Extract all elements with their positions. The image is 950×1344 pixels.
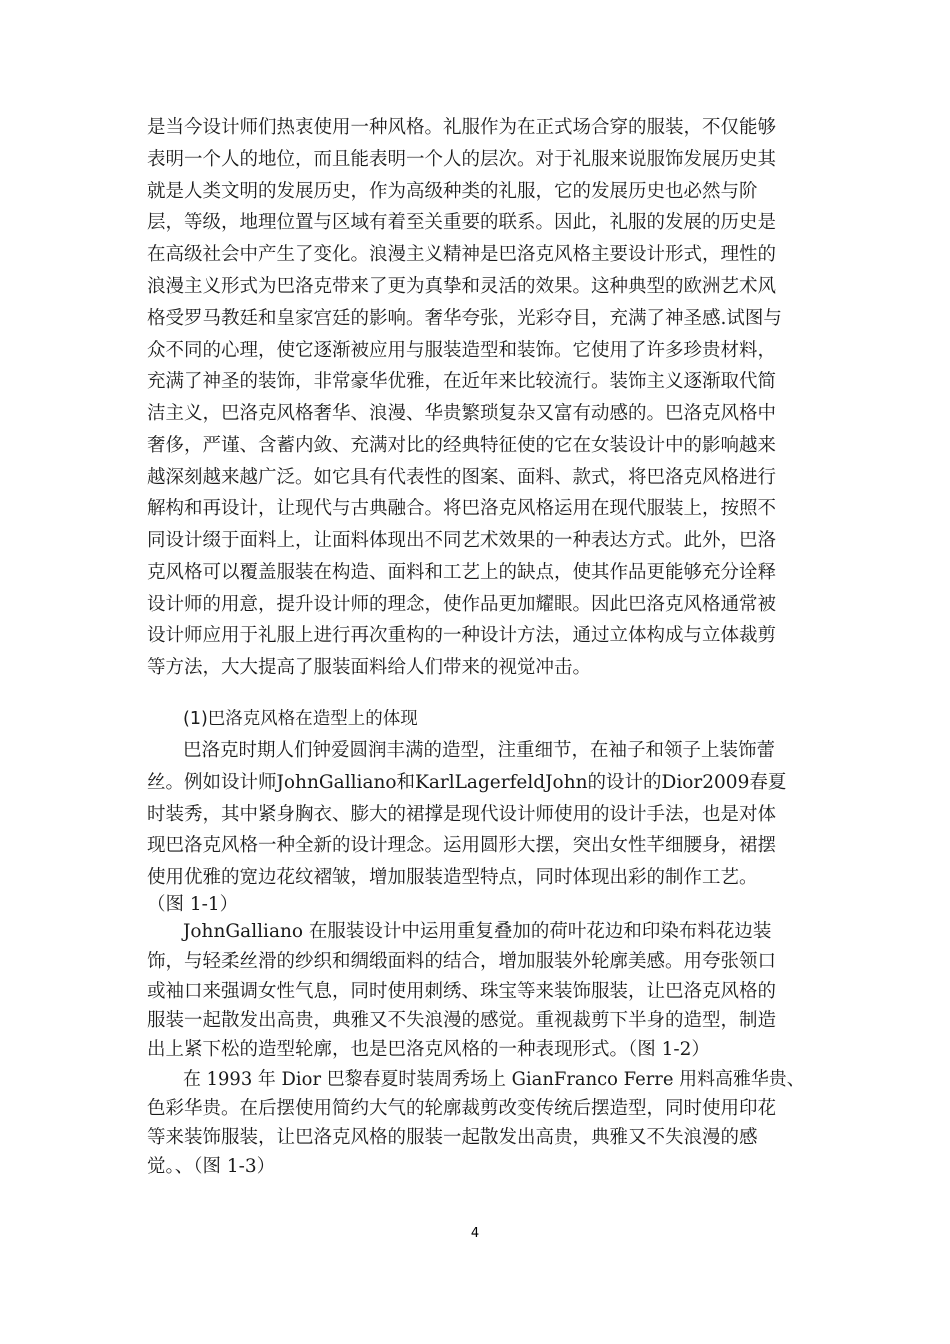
text-line: 浪漫主义形式为巴洛克带来了更为真挚和灵活的效果。这种典型的欧洲艺术风	[147, 276, 777, 297]
text-line: 使用优雅的宽边花纹褶皱，增加服装造型特点，同时体现出彩的制作工艺。	[147, 867, 758, 888]
text-line: 克风格可以覆盖服装在构造、面料和工艺上的缺点，使其作品更能够充分诠释	[147, 562, 777, 583]
text-line: 在 1993 年 Dior 巴黎春夏时装周秀场上 GianFranco Ferre 用料高雅华贵、	[183, 1069, 805, 1090]
text-line: 充满了神圣的装饰，非常豪华优雅，在近年来比较流行。装饰主义逐渐取代简	[147, 371, 777, 392]
figure-reference: （图 1-1）	[147, 894, 239, 915]
text-line: 就是人类文明的发展历史，作为高级种类的礼服，它的发展历史也必然与阶	[147, 181, 758, 202]
section-heading: (1)巴洛克风格在造型上的体现	[183, 709, 418, 729]
text-line: 觉。、（图 1-3）	[147, 1156, 276, 1177]
text-line: 服装一起散发出高贵，典雅又不失浪漫的感觉。重视裁剪下半身的造型，制造	[147, 1010, 777, 1031]
text-line: 格受罗马教廷和皇家宫廷的影响。奢华夸张，光彩夺目，充满了神圣感.试图与	[147, 308, 782, 329]
text-line: 在高级社会中产生了变化。浪漫主义精神是巴洛克风格主要设计形式，理性的	[147, 244, 777, 265]
text-line: 众不同的心理，使它逐渐被应用与服装造型和装饰。它使用了许多珍贵材料，	[147, 340, 777, 361]
text-line: 表明一个人的地位，而且能表明一个人的层次。对于礼服来说服饰发展历史其	[147, 149, 777, 170]
text-line: 丝。例如设计师JohnGalliano和KarlLagerfeldJohn的设计的Dior2009春夏	[147, 772, 787, 793]
text-line: 洁主义，巴洛克风格奢华、浪漫、华贵繁琐复杂又富有动感的。巴洛克风格中	[147, 403, 777, 424]
text-line: 设计师的用意，提升设计师的理念，使作品更加耀眼。因此巴洛克风格通常被	[147, 594, 777, 615]
text-line: 越深刻越来越广泛。如它具有代表性的图案、面料、款式，将巴洛克风格进行	[147, 467, 777, 488]
text-line: 解构和再设计，让现代与古典融合。将巴洛克风格运用在现代服装上，按照不	[147, 498, 777, 519]
text-line: 设计师应用于礼服上进行再次重构的一种设计方法，通过立体构成与立体裁剪	[147, 625, 777, 646]
text-line: 或袖口来强调女性气息，同时使用刺绣、珠宝等来装饰服装，让巴洛克风格的	[147, 981, 777, 1002]
text-line: 奢侈，严谨、含蓄内敛、充满对比的经典特征使的它在女装设计中的影响越来	[147, 435, 777, 456]
text-line: 色彩华贵。在后摆使用简约大气的轮廓裁剪改变传统后摆造型，同时使用印花	[147, 1098, 777, 1119]
text-line: 饰，与轻柔丝滑的纱织和绸缎面料的结合，增加服装外轮廓美感。用夸张领口	[147, 951, 777, 972]
text-line: 层，等级，地理位置与区域有着至关重要的联系。因此，礼服的发展的历史是	[147, 212, 777, 233]
text-line: 等方法，大大提高了服装面料给人们带来的视觉冲击。	[147, 657, 592, 678]
text-line: 同设计缀于面料上，让面料体现出不同艺术效果的一种表达方式。此外，巴洛	[147, 530, 777, 551]
text-line: 是当今设计师们热衷使用一种风格。礼服作为在正式场合穿的服装，不仅能够	[147, 117, 777, 138]
text-line: 时装秀，其中紧身胸衣、膨大的裙撑是现代设计师使用的设计手法，也是对体	[147, 804, 777, 825]
text-line: 现巴洛克风格一种全新的设计理念。运用圆形大摆，突出女性芊细腰身，裙摆	[147, 835, 777, 856]
text-line: JohnGalliano 在服装设计中运用重复叠加的荷叶花边和印染布料花边装	[183, 921, 772, 942]
text-line: 等来装饰服装，让巴洛克风格的服装一起散发出高贵，典雅又不失浪漫的感	[147, 1127, 758, 1148]
page-number: 4	[470, 1226, 480, 1241]
text-line: 巴洛克时期人们钟爱圆润丰满的造型，注重细节，在袖子和领子上装饰蕾	[183, 740, 776, 761]
text-line: 出上紧下松的造型轮廓，也是巴洛克风格的一种表现形式。（图 1-2）	[147, 1039, 710, 1060]
